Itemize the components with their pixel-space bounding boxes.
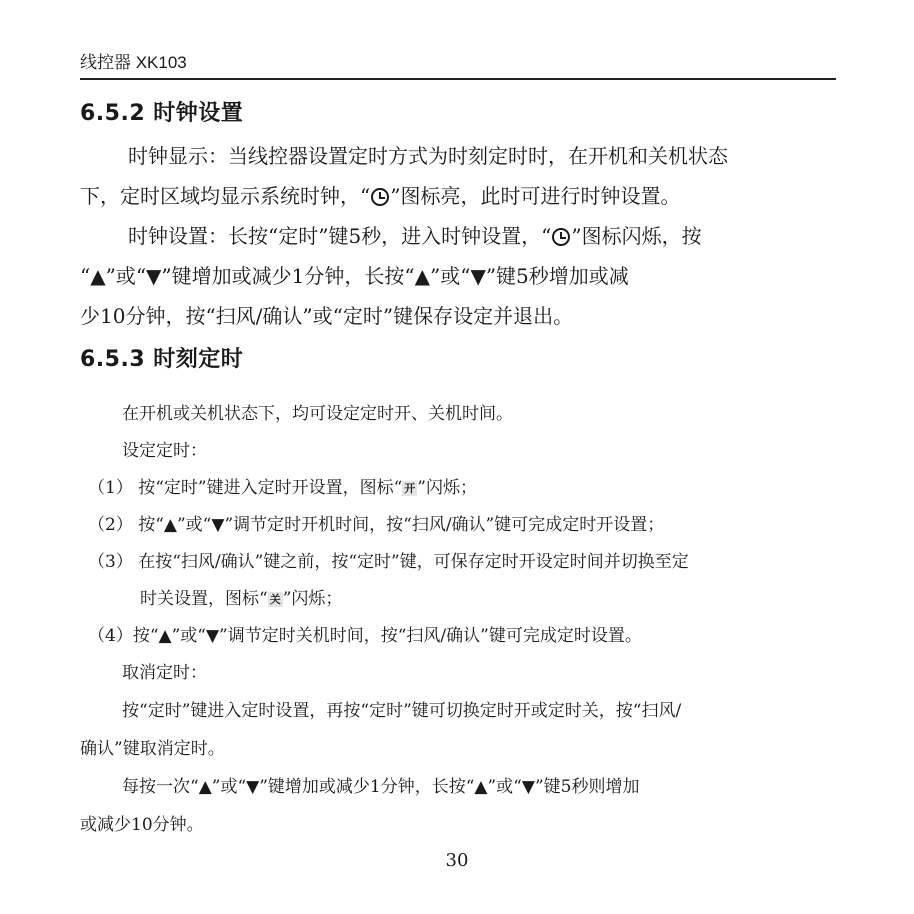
paragraph-line: 在开机或关机状态下，均可设定定时开、关机时间。: [122, 404, 513, 424]
clock-icon: [371, 188, 389, 206]
text-span: ”闪烁；: [417, 478, 477, 498]
page-number: 30: [445, 850, 469, 871]
paragraph-line: 或减少10分钟。: [80, 815, 204, 835]
paragraph-line: “▲”或“▼”键增加或减少1分钟，长按“▲”或“▼”键5秒增加或减: [80, 264, 629, 288]
text-span: ”图标亮，此时可进行时钟设置。: [390, 184, 681, 208]
paragraph-line: [80, 180, 680, 209]
list-item: [88, 473, 477, 498]
text-span: 时关设置，图标“: [140, 589, 268, 609]
paragraph-line: 设定定时：: [122, 441, 207, 461]
on-timer-icon: 开: [404, 482, 416, 495]
paragraph-line: 按“定时”键进入定时设置，再按“定时”键可切换定时开或定时关，按“扫风/: [122, 701, 682, 721]
text-span: 时钟设置：长按“定时”键5秒，进入时钟设置，“: [128, 224, 552, 248]
paragraph-line: 时钟显示：当线控器设置定时方式为时刻定时时，在开机和关机状态: [128, 144, 728, 168]
page-header: [80, 50, 836, 80]
text-span: （1） 按“定时”键进入定时开设置，图标“: [88, 478, 403, 498]
paragraph-line: 少10分钟，按“扫风/确认”或“定时”键保存设定并退出。: [80, 304, 574, 328]
text-span: ”图标闪烁，按: [571, 224, 702, 248]
paragraph-line: 取消定时：: [122, 663, 207, 683]
paragraph-line: 确认”键取消定时。: [80, 739, 225, 759]
clock-icon: [552, 228, 570, 246]
list-item: （2） 按“▲”或“▼”调节定时开机时间，按“扫风/确认”键可完成定时开设置；: [88, 515, 665, 535]
paragraph-line: 每按一次“▲”或“▼”键增加或减少1分钟，长按“▲”或“▼”键5秒则增加: [122, 777, 640, 797]
text-span: 下，定时区域均显示系统时钟，“: [80, 184, 371, 208]
off-timer-icon: 关: [269, 593, 281, 606]
document-title: 线控器 XK103: [80, 53, 187, 72]
text-span: ”闪烁；: [282, 589, 343, 609]
list-item-continuation: [140, 584, 342, 609]
list-item: （4）按“▲”或“▼”调节定时关机时间，按“扫风/确认”键可完成定时设置。: [88, 626, 642, 646]
list-item: （3） 在按“扫风/确认”键之前，按“定时”键，可保存定时开设定时间并切换至定: [88, 552, 689, 572]
paragraph-line: [128, 220, 702, 249]
section-heading-timed-schedule: 6.5.3 时刻定时: [80, 347, 244, 372]
section-heading-clock-setting: 6.5.2 时钟设置: [80, 101, 244, 126]
